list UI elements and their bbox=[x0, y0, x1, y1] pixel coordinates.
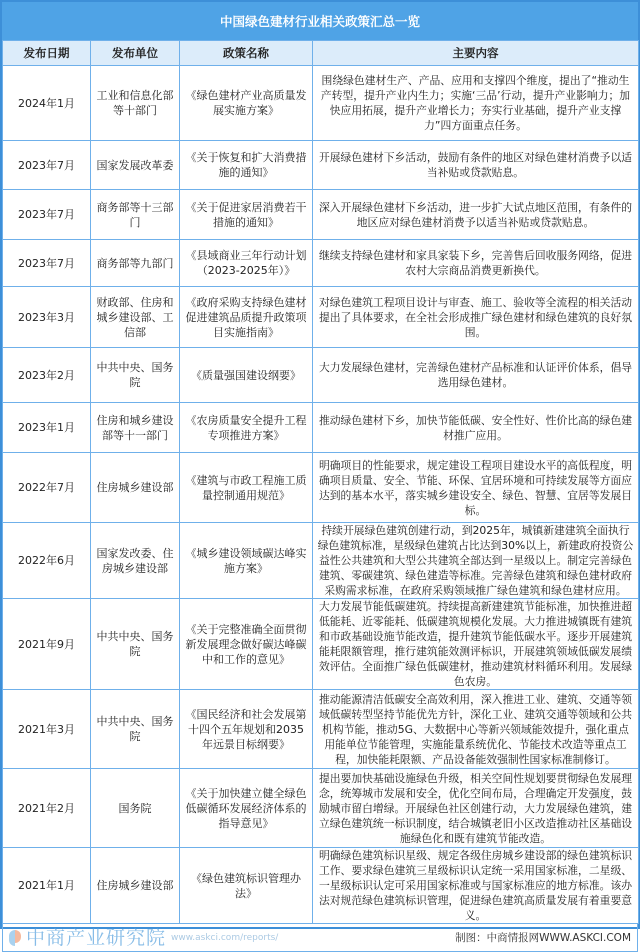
date-cell: 2023年1月 bbox=[3, 403, 91, 453]
org-cell: 商务部等九部门 bbox=[91, 240, 180, 287]
date-cell: 2021年2月 bbox=[3, 769, 91, 848]
date-cell: 2022年6月 bbox=[3, 523, 91, 599]
table-row bbox=[3, 599, 639, 690]
table-row bbox=[3, 690, 639, 769]
content-cell: 大力发展节能低碳建筑。持续提高新建建筑节能标准，加快推进超低能耗、近零能耗、低碳建筑规模化发展。大力推进城镇既有建筑和市政基础设施节能改造，提升建筑节能低碳水平。逐步开展建筑能耗限额管理，推行建筑能效测评标识，开展建筑领域低碳发展绩效评估。全面推广绿色低碳建材，推动建筑材料循环利用。发展绿色农房。 bbox=[313, 599, 639, 690]
table-row bbox=[3, 66, 639, 141]
table-header-row bbox=[3, 41, 639, 66]
table-row bbox=[3, 453, 639, 523]
policy-name-cell: 《关于恢复和扩大消费措施的通知》 bbox=[180, 141, 313, 190]
date-cell: 2024年1月 bbox=[3, 66, 91, 141]
policy-name-cell: 《关于促进家居消费若干措施的通知》 bbox=[180, 190, 313, 240]
policy-name-cell: 《绿色建筑标识管理办法》 bbox=[180, 848, 313, 924]
policy-name-cell: 《政府采购支持绿色建材促进建筑品质提升政策项目实施指南》 bbox=[180, 287, 313, 348]
content-cell: 大力发展绿色建材，完善绿色建材产品标准和认证评价体系，倡导选用绿色建材。 bbox=[313, 348, 639, 403]
policy-name-cell: 《农房质量安全提升工程专项推进方案》 bbox=[180, 403, 313, 453]
policy-name-cell: 《建筑与市政工程施工质量控制通用规范》 bbox=[180, 453, 313, 523]
org-cell: 财政部、住房和城乡建设部、工信部 bbox=[91, 287, 180, 348]
table-row bbox=[3, 769, 639, 848]
content-cell: 持续开展绿色建筑创建行动，到2025年，城镇新建建筑全面执行绿色建筑标准，星级绿色建筑占比达到30%以上，新建政府投资公益性公共建筑和大型公共建筑全部达到一星级以上。制定完善绿色建筑、零碳建筑、绿色建造等标准。完善绿色建筑和绿色建材政府采购需求标准，在政府采购领域推广绿色建筑和绿色建材应用。 bbox=[313, 523, 639, 599]
content-cell: 推动绿色建材下乡，加快节能低碳、安全性好、性价比高的绿色建材推广应用。 bbox=[313, 403, 639, 453]
content-cell: 围绕绿色建材生产、产品、应用和支撑四个维度，提出了“推动生产转型，提升产业内生力；实施‘三品’行动，提升产业影响力；加快应用拓展，提升产业增长力；夯实行业基础，提升产业支撑力”四方面重点任务。 bbox=[313, 66, 639, 141]
org-cell: 中共中央、国务院 bbox=[91, 599, 180, 690]
table-row bbox=[3, 190, 639, 240]
date-cell: 2022年7月 bbox=[3, 453, 91, 523]
policy-table bbox=[2, 40, 639, 924]
date-cell: 2023年2月 bbox=[3, 348, 91, 403]
content-cell: 明确项目的性能要求，规定建设工程项目建设水平的高低程度，明确项目质量、安全、节能、环保、宜居环境和可持续发展等方面应达到的基本水平，落实城乡建设安全、绿色、智慧、宜居等发展目标。 bbox=[313, 453, 639, 523]
content-cell: 提出要加快基础设施绿色升级，相关空间性规划要贯彻绿色发展理念，统筹城市发展和安全，优化空间布局，合理确定开发强度，鼓励城市留白增绿。开展绿色社区创建行动，大力发展绿色建筑，建立绿色建筑统一标识制度，结合城镇老旧小区改造推动社区基础设施绿色化和既有建筑节能改造。 bbox=[313, 769, 639, 848]
table-row bbox=[3, 348, 639, 403]
org-cell: 住房和城乡建设部等十一部门 bbox=[91, 403, 180, 453]
table-title: 中国绿色建材行业相关政策汇总一览 bbox=[2, 2, 638, 40]
date-cell: 2021年1月 bbox=[3, 848, 91, 924]
watermark bbox=[9, 927, 278, 949]
org-cell: 国家发改委、住房城乡建设部 bbox=[91, 523, 180, 599]
policy-name-cell: 《关于完整准确全面贯彻新发展理念做好碳达峰碳中和工作的意见》 bbox=[180, 599, 313, 690]
date-cell: 2023年7月 bbox=[3, 141, 91, 190]
org-cell: 中共中央、国务院 bbox=[91, 690, 180, 769]
content-cell: 明确绿色建筑标识星级、规定各级住房城乡建设部的绿色建筑标识工作、要求绿色建筑三星级标识认定统一采用国家标准，二星级、一星级标识认定可采用国家标准或与国家标准应的地方标准。该办法对规范绿色建筑标识管理，促进绿色建筑高质量发展有着重要意义。 bbox=[313, 848, 639, 924]
date-cell: 2021年9月 bbox=[3, 599, 91, 690]
date-cell: 2023年7月 bbox=[3, 190, 91, 240]
policy-name-cell: 《国民经济和社会发展第十四个五年规划和2035年远景目标纲要》 bbox=[180, 690, 313, 769]
column-header-date: 发布日期 bbox=[3, 41, 91, 66]
org-cell: 商务部等十三部门 bbox=[91, 190, 180, 240]
policy-name-cell: 《绿色建材产业高质量发展实施方案》 bbox=[180, 66, 313, 141]
table-row bbox=[3, 240, 639, 287]
org-cell: 国务院 bbox=[91, 769, 180, 848]
column-header-org: 发布单位 bbox=[91, 41, 180, 66]
policy-name-cell: 《县域商业三年行动计划（2023-2025年）》 bbox=[180, 240, 313, 287]
content-cell: 推动能源清洁低碳安全高效利用，深入推进工业、建筑、交通等领域低碳转型坚持节能优先方针，深化工业、建筑交通等领域和公共机构节能，推动5G、大数据中心等新兴领域能效提升，强化重点用能单位节能管理，实施能量系统优化、节能技术改造等重点工程，加快能耗限额、产品设备能效强制性国家标准制修订。 bbox=[313, 690, 639, 769]
content-cell: 深入开展绿色建材下乡活动，进一步扩大试点地区范围，有条件的地区应对绿色建材消费予以适当补贴或贷款贴息。 bbox=[313, 190, 639, 240]
org-cell: 住房城乡建设部 bbox=[91, 453, 180, 523]
table-row bbox=[3, 287, 639, 348]
column-header-policy: 政策名称 bbox=[180, 41, 313, 66]
table-row bbox=[3, 403, 639, 453]
watermark-name: 中商产业研究院 bbox=[26, 926, 167, 949]
policy-name-cell: 《关于加快建立健全绿色低碳循环发展经济体系的指导意见》 bbox=[180, 769, 313, 848]
date-cell: 2023年7月 bbox=[3, 240, 91, 287]
column-header-content: 主要内容 bbox=[313, 41, 639, 66]
table-row bbox=[3, 848, 639, 924]
org-cell: 住房城乡建设部 bbox=[91, 848, 180, 924]
watermark-logo-icon bbox=[9, 930, 21, 946]
table-row bbox=[3, 523, 639, 599]
org-cell: 中共中央、国务院 bbox=[91, 348, 180, 403]
org-cell: 工业和信息化部等十部门 bbox=[91, 66, 180, 141]
content-cell: 继续支持绿色建材和家具家装下乡，完善售后回收服务网络，促进农村大宗商品消费更新换代。 bbox=[313, 240, 639, 287]
date-cell: 2023年3月 bbox=[3, 287, 91, 348]
org-cell: 国家发展改革委 bbox=[91, 141, 180, 190]
table-row bbox=[3, 141, 639, 190]
date-cell: 2021年3月 bbox=[3, 690, 91, 769]
content-cell: 对绿色建筑工程项目设计与审查、施工、验收等全流程的相关活动提出了具体要求，在全社会形成推广绿色建材和绿色建筑的良好氛围。 bbox=[313, 287, 639, 348]
policy-name-cell: 《城乡建设领域碳达峰实施方案》 bbox=[180, 523, 313, 599]
content-cell: 开展绿色建材下乡活动，鼓励有条件的地区对绿色建材消费予以适当补贴或贷款贴息。 bbox=[313, 141, 639, 190]
watermark-url: www.askci.com/reports/ bbox=[171, 932, 279, 943]
footer bbox=[2, 924, 638, 952]
policy-name-cell: 《质量强国建设纲要》 bbox=[180, 348, 313, 403]
source-credit: 制图：中商情报网WWW.ASKCI.COM bbox=[455, 932, 631, 944]
